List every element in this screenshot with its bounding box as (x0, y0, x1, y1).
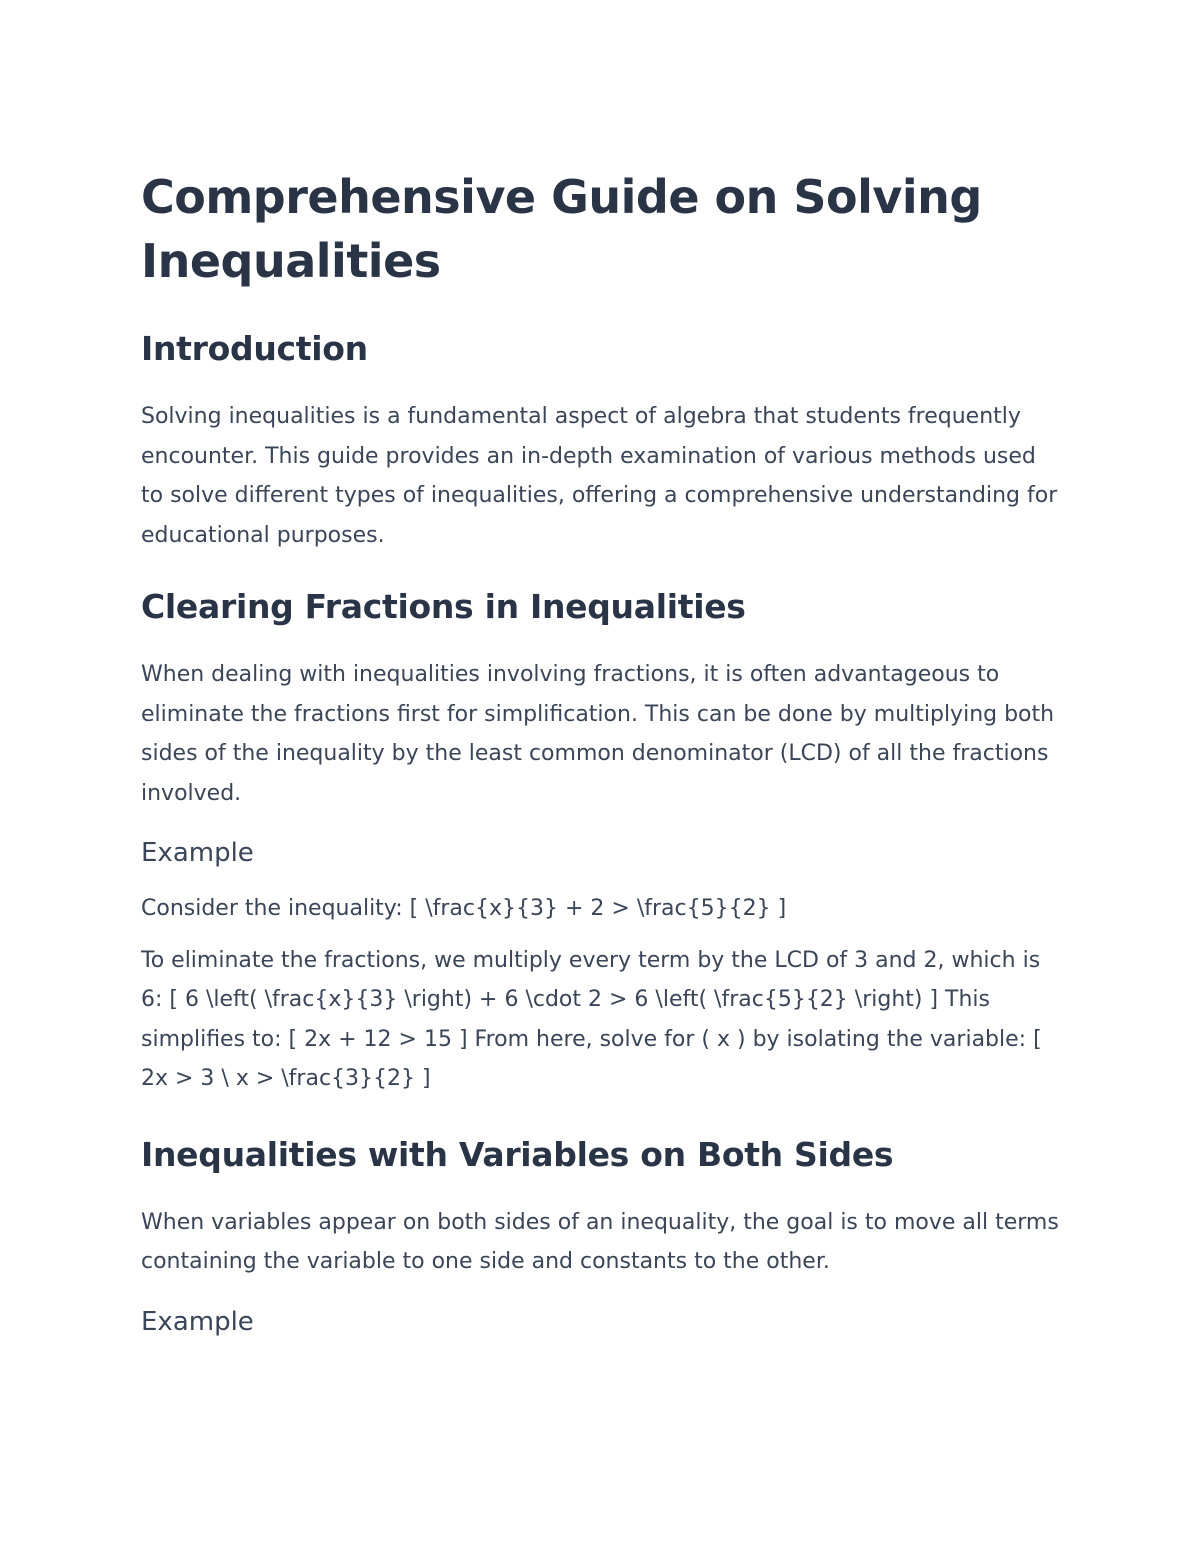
clearing-fractions-example-solution: To eliminate the fractions, we multiply every term by the LCD of 3 and 2, which is 6: [ 6 \left( \frac{x}{3} \right) + 6 \cdot 2 > 6 \left( \frac{5}{2} \right) ] This simplifies to: [ 2x + 12 > 15 ] From here, solve for ( x ) by isolating the variable: [ 2x > 3 \ x > \frac{3}{2} ] (141, 947, 1042, 1091)
clearing-fractions-example-statement: Consider the inequality: [ \frac{x}{3} + 2 > \frac{5}{2} ] (141, 896, 787, 921)
document-page (141, 160, 1061, 1340)
clearing-fractions-example-heading: Example (141, 838, 254, 868)
variables-both-sides-heading: Inequalities with Variables on Both Sides (141, 1134, 894, 1174)
page-title: Comprehensive Guide on Solving Inequalities (141, 170, 982, 288)
variables-both-sides-example-heading: Example (141, 1306, 254, 1337)
variables-both-sides-paragraph: When variables appear on both sides of an inequality, the goal is to move all terms containing the variable to one side and constants to the other. (141, 1209, 1059, 1274)
introduction-paragraph: Solving inequalities is a fundamental aspect of algebra that students frequently encounter. This guide provides an in-depth examination of various methods used to solve different types of inequalities, offering a comprehensive understanding for educational purposes. (141, 404, 1058, 548)
clearing-fractions-heading: Clearing Fractions in Inequalities (141, 587, 746, 626)
clearing-fractions-paragraph: When dealing with inequalities involving fractions, it is often advantageous to eliminate the fractions first for simplification. This can be done by multiplying both sides of the inequality by the least common denominator (LCD) of all the fractions involved. (141, 662, 1055, 806)
introduction-heading: Introduction (141, 329, 368, 368)
